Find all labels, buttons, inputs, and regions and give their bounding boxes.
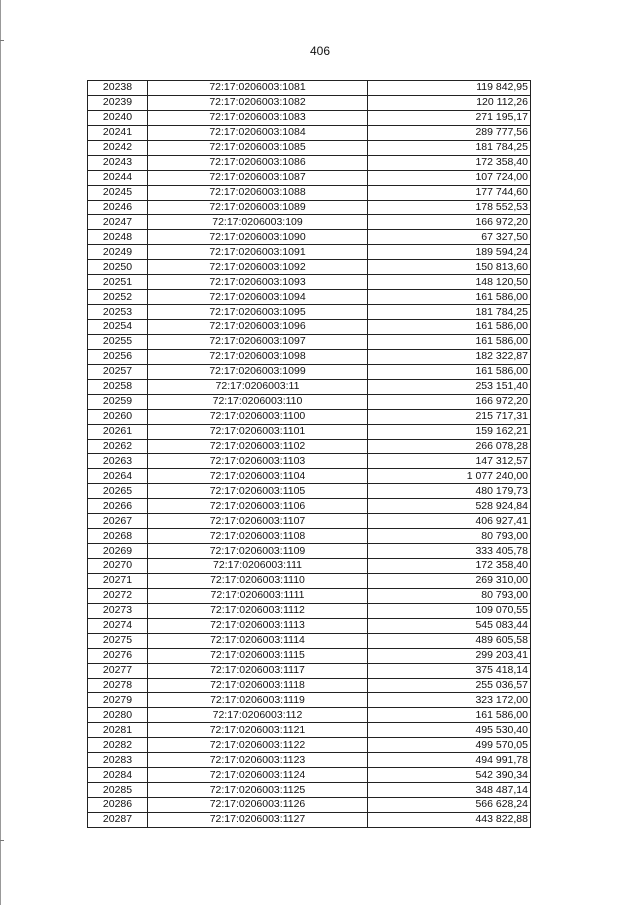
cadastral-number-cell: 72:17:0206003:1125 [148, 783, 368, 798]
table-row [88, 783, 531, 798]
cadastral-number-cell: 72:17:0206003:1107 [148, 514, 368, 529]
table-row [88, 514, 531, 529]
table-row [88, 125, 531, 140]
cadastral-number-cell: 72:17:0206003:111 [148, 559, 368, 574]
cadastral-number-cell: 72:17:0206003:1089 [148, 200, 368, 215]
row-number-cell: 20273 [88, 603, 148, 618]
table-row [88, 200, 531, 215]
row-number-cell: 20279 [88, 693, 148, 708]
cadastral-number-cell: 72:17:0206003:1119 [148, 693, 368, 708]
cadastral-number-cell: 72:17:0206003:1085 [148, 140, 368, 155]
table-row [88, 678, 531, 693]
table-row [88, 663, 531, 678]
table-row [88, 394, 531, 409]
cadastral-value-cell: 181 784,25 [368, 305, 531, 320]
cadastral-number-cell: 72:17:0206003:1105 [148, 484, 368, 499]
table-row [88, 379, 531, 394]
row-number-cell: 20254 [88, 320, 148, 335]
cadastral-value-cell: 80 793,00 [368, 529, 531, 544]
cadastral-value-cell: 271 195,17 [368, 110, 531, 125]
row-number-cell: 20284 [88, 768, 148, 783]
cadastral-value-cell: 489 605,58 [368, 633, 531, 648]
row-number-cell: 20241 [88, 125, 148, 140]
table-row [88, 185, 531, 200]
cadastral-value-cell: 161 586,00 [368, 320, 531, 335]
cadastral-number-cell: 72:17:0206003:1112 [148, 603, 368, 618]
row-number-cell: 20247 [88, 215, 148, 230]
cadastral-value-cell: 1 077 240,00 [368, 469, 531, 484]
table-row [88, 424, 531, 439]
cadastral-number-cell: 72:17:0206003:1126 [148, 798, 368, 813]
row-number-cell: 20274 [88, 618, 148, 633]
cadastral-number-cell: 72:17:0206003:1123 [148, 753, 368, 768]
table-row [88, 603, 531, 618]
cadastral-number-cell: 72:17:0206003:1097 [148, 334, 368, 349]
cadastral-value-cell: 494 991,78 [368, 753, 531, 768]
table-row [88, 349, 531, 364]
table-row [88, 588, 531, 603]
cadastral-value-cell: 150 813,60 [368, 260, 531, 275]
cadastral-value-cell: 182 322,87 [368, 349, 531, 364]
cadastral-value-table [87, 80, 531, 828]
row-number-cell: 20276 [88, 648, 148, 663]
table-row [88, 753, 531, 768]
cadastral-value-cell: 119 842,95 [368, 81, 531, 96]
row-number-cell: 20275 [88, 633, 148, 648]
cadastral-number-cell: 72:17:0206003:1096 [148, 320, 368, 335]
table-row [88, 110, 531, 125]
cadastral-number-cell: 72:17:0206003:1108 [148, 529, 368, 544]
cadastral-value-cell: 215 717,31 [368, 409, 531, 424]
cadastral-number-cell: 72:17:0206003:1098 [148, 349, 368, 364]
cadastral-number-cell: 72:17:0206003:1100 [148, 409, 368, 424]
row-number-cell: 20278 [88, 678, 148, 693]
row-number-cell: 20281 [88, 723, 148, 738]
cadastral-number-cell: 72:17:0206003:1083 [148, 110, 368, 125]
table-row [88, 499, 531, 514]
cadastral-number-cell: 72:17:0206003:112 [148, 708, 368, 723]
table-row [88, 544, 531, 559]
cadastral-value-cell: 566 628,24 [368, 798, 531, 813]
row-number-cell: 20263 [88, 454, 148, 469]
row-number-cell: 20249 [88, 245, 148, 260]
row-number-cell: 20262 [88, 439, 148, 454]
row-number-cell: 20256 [88, 349, 148, 364]
row-number-cell: 20251 [88, 275, 148, 290]
cadastral-number-cell: 72:17:0206003:1082 [148, 95, 368, 110]
cadastral-number-cell: 72:17:0206003:1102 [148, 439, 368, 454]
row-number-cell: 20267 [88, 514, 148, 529]
table-row [88, 484, 531, 499]
cadastral-number-cell: 72:17:0206003:1099 [148, 364, 368, 379]
cadastral-number-cell: 72:17:0206003:1103 [148, 454, 368, 469]
cadastral-number-cell: 72:17:0206003:1090 [148, 230, 368, 245]
cadastral-value-cell: 107 724,00 [368, 170, 531, 185]
row-number-cell: 20271 [88, 573, 148, 588]
table-row [88, 469, 531, 484]
table-row [88, 454, 531, 469]
row-number-cell: 20280 [88, 708, 148, 723]
table-row [88, 648, 531, 663]
row-number-cell: 20255 [88, 334, 148, 349]
table-row [88, 320, 531, 335]
row-number-cell: 20268 [88, 529, 148, 544]
cadastral-value-cell: 177 744,60 [368, 185, 531, 200]
row-number-cell: 20257 [88, 364, 148, 379]
row-number-cell: 20269 [88, 544, 148, 559]
row-number-cell: 20283 [88, 753, 148, 768]
table-row [88, 334, 531, 349]
table-row [88, 170, 531, 185]
row-number-cell: 20239 [88, 95, 148, 110]
row-number-cell: 20250 [88, 260, 148, 275]
cadastral-number-cell: 72:17:0206003:1086 [148, 155, 368, 170]
cadastral-number-cell: 72:17:0206003:1117 [148, 663, 368, 678]
cadastral-value-cell: 166 972,20 [368, 394, 531, 409]
cadastral-value-cell: 161 586,00 [368, 364, 531, 379]
row-number-cell: 20259 [88, 394, 148, 409]
cadastral-number-cell: 72:17:0206003:1115 [148, 648, 368, 663]
table-row [88, 260, 531, 275]
row-number-cell: 20244 [88, 170, 148, 185]
row-number-cell: 20243 [88, 155, 148, 170]
cadastral-value-cell: 67 327,50 [368, 230, 531, 245]
cadastral-value-cell: 161 586,00 [368, 290, 531, 305]
cadastral-number-cell: 72:17:0206003:1081 [148, 81, 368, 96]
table-row [88, 215, 531, 230]
cadastral-value-cell: 375 418,14 [368, 663, 531, 678]
cadastral-number-cell: 72:17:0206003:1114 [148, 633, 368, 648]
table-row [88, 364, 531, 379]
table-row [88, 81, 531, 96]
cadastral-value-cell: 443 822,88 [368, 812, 531, 827]
cadastral-number-cell: 72:17:0206003:1127 [148, 812, 368, 827]
row-number-cell: 20261 [88, 424, 148, 439]
cadastral-value-cell: 542 390,34 [368, 768, 531, 783]
cadastral-value-cell: 120 112,26 [368, 95, 531, 110]
table-row [88, 155, 531, 170]
cadastral-number-cell: 72:17:0206003:109 [148, 215, 368, 230]
page-number: 406 [309, 44, 331, 58]
row-number-cell: 20245 [88, 185, 148, 200]
row-number-cell: 20253 [88, 305, 148, 320]
cadastral-number-cell: 72:17:0206003:1109 [148, 544, 368, 559]
cadastral-value-cell: 255 036,57 [368, 678, 531, 693]
table-row [88, 798, 531, 813]
cadastral-number-cell: 72:17:0206003:1118 [148, 678, 368, 693]
cadastral-number-cell: 72:17:0206003:1106 [148, 499, 368, 514]
table-row [88, 723, 531, 738]
cadastral-number-cell: 72:17:0206003:1111 [148, 588, 368, 603]
table-body [88, 81, 531, 828]
cadastral-number-cell: 72:17:0206003:1101 [148, 424, 368, 439]
table-row [88, 738, 531, 753]
cadastral-number-cell: 72:17:0206003:1091 [148, 245, 368, 260]
row-number-cell: 20264 [88, 469, 148, 484]
row-number-cell: 20285 [88, 783, 148, 798]
cadastral-value-cell: 181 784,25 [368, 140, 531, 155]
row-number-cell: 20265 [88, 484, 148, 499]
row-number-cell: 20272 [88, 588, 148, 603]
cadastral-value-cell: 499 570,05 [368, 738, 531, 753]
cadastral-number-cell: 72:17:0206003:1095 [148, 305, 368, 320]
cadastral-value-cell: 159 162,21 [368, 424, 531, 439]
row-number-cell: 20252 [88, 290, 148, 305]
cadastral-number-cell: 72:17:0206003:11 [148, 379, 368, 394]
cadastral-number-cell: 72:17:0206003:1122 [148, 738, 368, 753]
cadastral-value-cell: 253 151,40 [368, 379, 531, 394]
table-row [88, 275, 531, 290]
cadastral-value-cell: 178 552,53 [368, 200, 531, 215]
cadastral-number-cell: 72:17:0206003:1093 [148, 275, 368, 290]
table-row [88, 708, 531, 723]
row-number-cell: 20260 [88, 409, 148, 424]
row-number-cell: 20277 [88, 663, 148, 678]
cadastral-value-cell: 189 594,24 [368, 245, 531, 260]
row-number-cell: 20266 [88, 499, 148, 514]
table-row [88, 618, 531, 633]
row-number-cell: 20270 [88, 559, 148, 574]
row-number-cell: 20242 [88, 140, 148, 155]
table-row [88, 768, 531, 783]
cadastral-value-cell: 299 203,41 [368, 648, 531, 663]
cadastral-value-cell: 323 172,00 [368, 693, 531, 708]
cadastral-value-cell: 161 586,00 [368, 334, 531, 349]
cadastral-value-cell: 148 120,50 [368, 275, 531, 290]
cadastral-number-cell: 72:17:0206003:1094 [148, 290, 368, 305]
table-row [88, 573, 531, 588]
table-row [88, 693, 531, 708]
cadastral-value-cell: 289 777,56 [368, 125, 531, 140]
row-number-cell: 20238 [88, 81, 148, 96]
cadastral-number-cell: 72:17:0206003:110 [148, 394, 368, 409]
cadastral-value-cell: 166 972,20 [368, 215, 531, 230]
cadastral-value-cell: 495 530,40 [368, 723, 531, 738]
table-row [88, 439, 531, 454]
row-number-cell: 20287 [88, 812, 148, 827]
cadastral-value-cell: 333 405,78 [368, 544, 531, 559]
cadastral-number-cell: 72:17:0206003:1113 [148, 618, 368, 633]
cadastral-number-cell: 72:17:0206003:1110 [148, 573, 368, 588]
table-row [88, 140, 531, 155]
table-row [88, 409, 531, 424]
table-row [88, 95, 531, 110]
cadastral-value-cell: 109 070,55 [368, 603, 531, 618]
row-number-cell: 20282 [88, 738, 148, 753]
cadastral-number-cell: 72:17:0206003:1088 [148, 185, 368, 200]
row-number-cell: 20240 [88, 110, 148, 125]
row-number-cell: 20246 [88, 200, 148, 215]
cadastral-value-cell: 172 358,40 [368, 559, 531, 574]
table-row [88, 245, 531, 260]
cadastral-value-cell: 348 487,14 [368, 783, 531, 798]
row-number-cell: 20258 [88, 379, 148, 394]
table-row [88, 529, 531, 544]
table-row [88, 230, 531, 245]
cadastral-number-cell: 72:17:0206003:1087 [148, 170, 368, 185]
cadastral-number-cell: 72:17:0206003:1092 [148, 260, 368, 275]
table-row [88, 812, 531, 827]
cadastral-value-cell: 147 312,57 [368, 454, 531, 469]
cadastral-value-cell: 480 179,73 [368, 484, 531, 499]
margin-tick [0, 40, 4, 41]
cadastral-number-cell: 72:17:0206003:1104 [148, 469, 368, 484]
left-margin-line [0, 0, 1, 905]
cadastral-number-cell: 72:17:0206003:1121 [148, 723, 368, 738]
cadastral-value-cell: 80 793,00 [368, 588, 531, 603]
cadastral-value-cell: 528 924,84 [368, 499, 531, 514]
row-number-cell: 20286 [88, 798, 148, 813]
table-row [88, 290, 531, 305]
cadastral-number-cell: 72:17:0206003:1084 [148, 125, 368, 140]
cadastral-value-cell: 545 083,44 [368, 618, 531, 633]
cadastral-value-cell: 172 358,40 [368, 155, 531, 170]
cadastral-value-cell: 406 927,41 [368, 514, 531, 529]
table-row [88, 305, 531, 320]
cadastral-value-cell: 161 586,00 [368, 708, 531, 723]
cadastral-value-cell: 266 078,28 [368, 439, 531, 454]
margin-tick [0, 840, 4, 841]
cadastral-number-cell: 72:17:0206003:1124 [148, 768, 368, 783]
table-row [88, 559, 531, 574]
cadastral-value-cell: 269 310,00 [368, 573, 531, 588]
row-number-cell: 20248 [88, 230, 148, 245]
table-row [88, 633, 531, 648]
